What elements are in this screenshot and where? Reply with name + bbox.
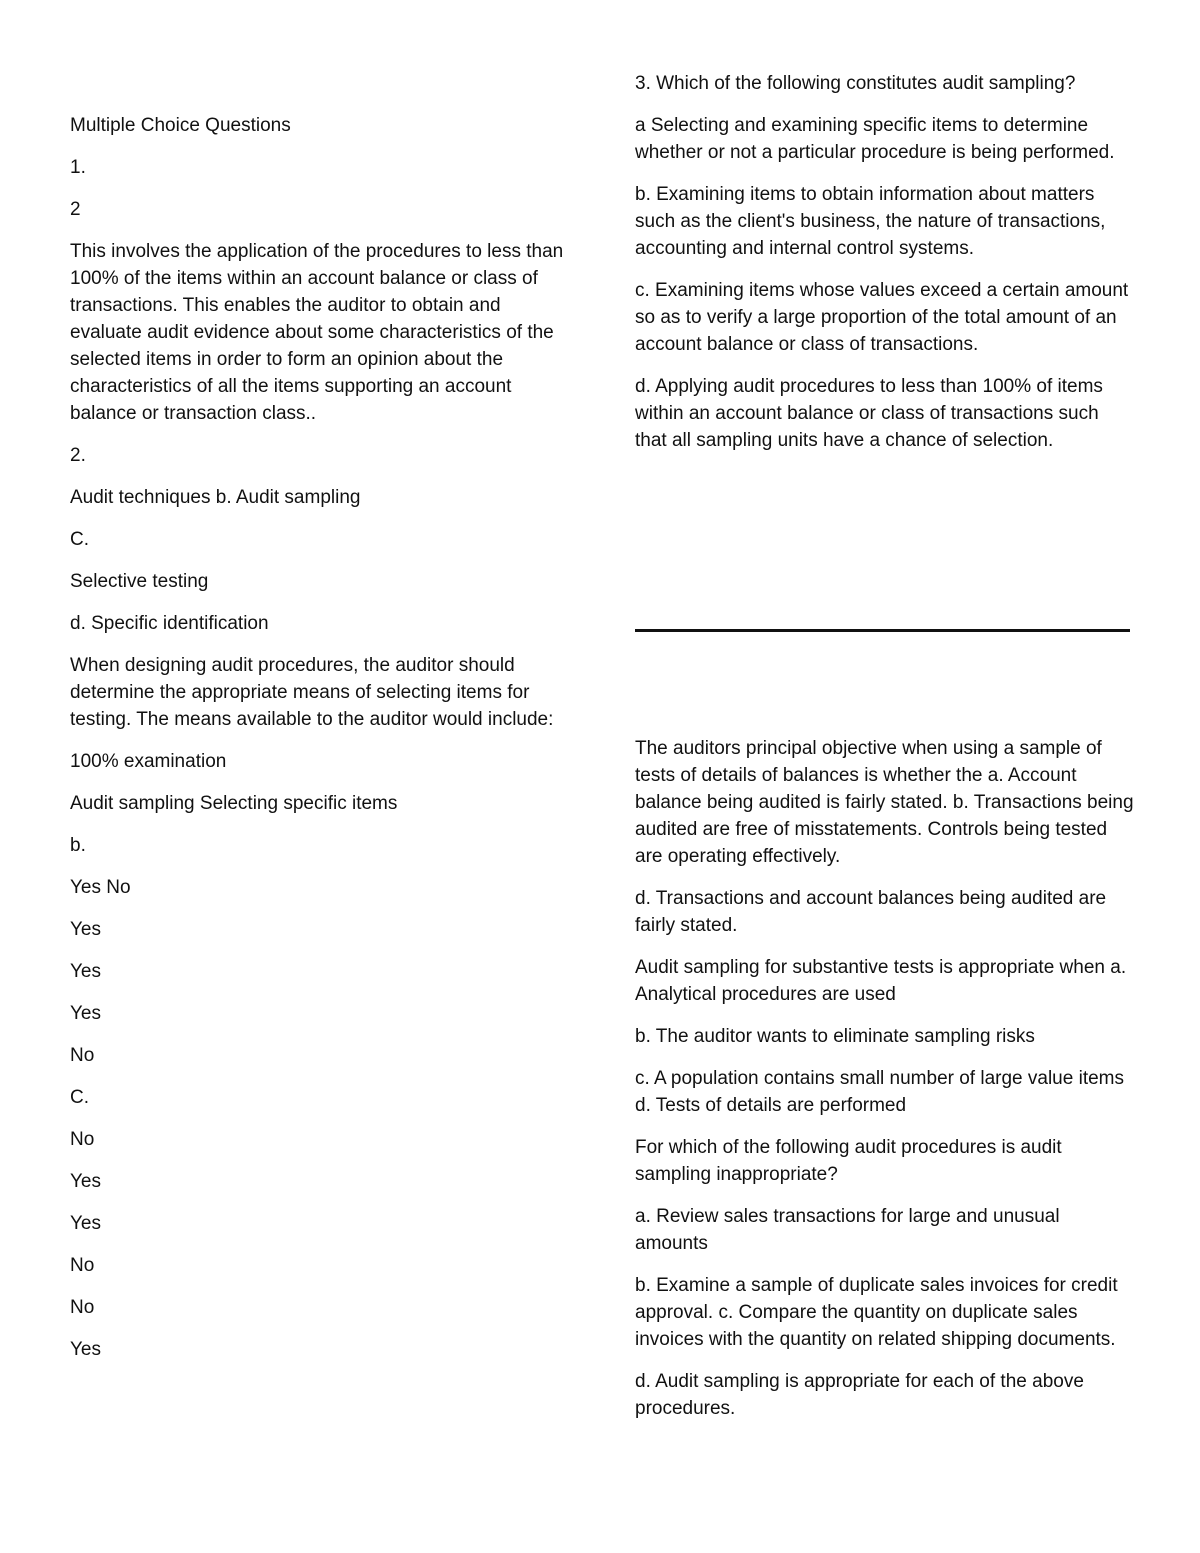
left-column xyxy=(70,0,565,1378)
answer-row: Yes xyxy=(70,919,101,940)
question-3-c-label: C. xyxy=(70,1087,89,1108)
question-3-option-a: a Selecting and examining specific items to determine whether or not a particular procedure is being performed. xyxy=(635,115,1115,163)
question-2-option-d: d. Specific identification xyxy=(70,613,269,634)
horizontal-divider xyxy=(635,629,1130,632)
question-3-column-2: Audit sampling Selecting specific items xyxy=(70,793,398,814)
question-2-option-c-label: C. xyxy=(70,529,89,550)
question-5-text: Audit sampling for substantive tests is appropriate when a. Analytical procedures are used xyxy=(635,957,1127,1005)
question-1-sub: 2 xyxy=(70,199,81,220)
answer-row: Yes xyxy=(70,1171,101,1192)
question-3-text: When designing audit procedures, the auditor should determine the appropriate means of selecting items for testing. The means available to the auditor would include: xyxy=(70,655,554,730)
right-column xyxy=(635,0,1135,469)
question-6-option-a: a. Review sales transactions for large and unusual amounts xyxy=(635,1206,1060,1254)
question-3-option-d: d. Applying audit procedures to less than 100% of items within an account balance or class of transactions such that all sampling units have a chance of selection. xyxy=(635,376,1103,451)
answer-row: No xyxy=(70,1045,95,1066)
question-5-option-b: b. The auditor wants to eliminate sampling risks xyxy=(635,1026,1035,1047)
question-3-option-c: c. Examining items whose values exceed a certain amount so as to verify a large proportion of the total amount of an account balance or class of transactions. xyxy=(635,280,1129,355)
question-1-number: 1. xyxy=(70,157,86,178)
question-4-option-d: d. Transactions and account balances being audited are fairly stated. xyxy=(635,888,1107,936)
answer-row: Yes xyxy=(70,1003,101,1024)
question-6-text: For which of the following audit procedures is audit sampling inappropriate? xyxy=(635,1137,1062,1185)
question-3-b-label: b. xyxy=(70,835,86,856)
section-heading: Multiple Choice Questions xyxy=(70,115,291,136)
question-2-option-c: Selective testing xyxy=(70,571,209,592)
question-5-option-cd: c. A population contains small number of large value items d. Tests of details are performed xyxy=(635,1068,1124,1116)
answer-row: Yes xyxy=(70,1339,101,1360)
answer-row: No xyxy=(70,1129,95,1150)
question-3-column-1: 100% examination xyxy=(70,751,227,772)
question-6-option-d: d. Audit sampling is appropriate for each of the above procedures. xyxy=(635,1371,1084,1419)
question-2-option-ab: Audit techniques b. Audit sampling xyxy=(70,487,361,508)
answer-row: Yes No xyxy=(70,877,131,898)
answer-row: Yes xyxy=(70,1213,101,1234)
question-6-option-bc: b. Examine a sample of duplicate sales invoices for credit approval. c. Compare the quantity on duplicate sales invoices with the quantity on related shipping documents. xyxy=(635,1275,1118,1350)
question-2-number: 2. xyxy=(70,445,86,466)
question-3-option-b: b. Examining items to obtain information about matters such as the client's business, the nature of transactions, accounting and internal control systems. xyxy=(635,184,1106,259)
question-1-text: This involves the application of the procedures to less than 100% of the items within an account balance or class of transactions. This enables the auditor to obtain and evaluate audit evidence about some characteristics of the selected items in order to form an opinion about the characteristics of all the items supporting an account balance or transaction class.. xyxy=(70,241,564,424)
answer-row: No xyxy=(70,1297,95,1318)
question-3-title: 3. Which of the following constitutes audit sampling? xyxy=(635,73,1076,94)
right-column-lower xyxy=(635,735,1135,1437)
answer-row: Yes xyxy=(70,961,101,982)
answer-row: No xyxy=(70,1255,95,1276)
question-4-text: The auditors principal objective when using a sample of tests of details of balances is whether the a. Account balance being audited is fairly stated. b. Transactions being audited are free of misstatements. Controls being tested are operating effectively. xyxy=(635,738,1134,867)
